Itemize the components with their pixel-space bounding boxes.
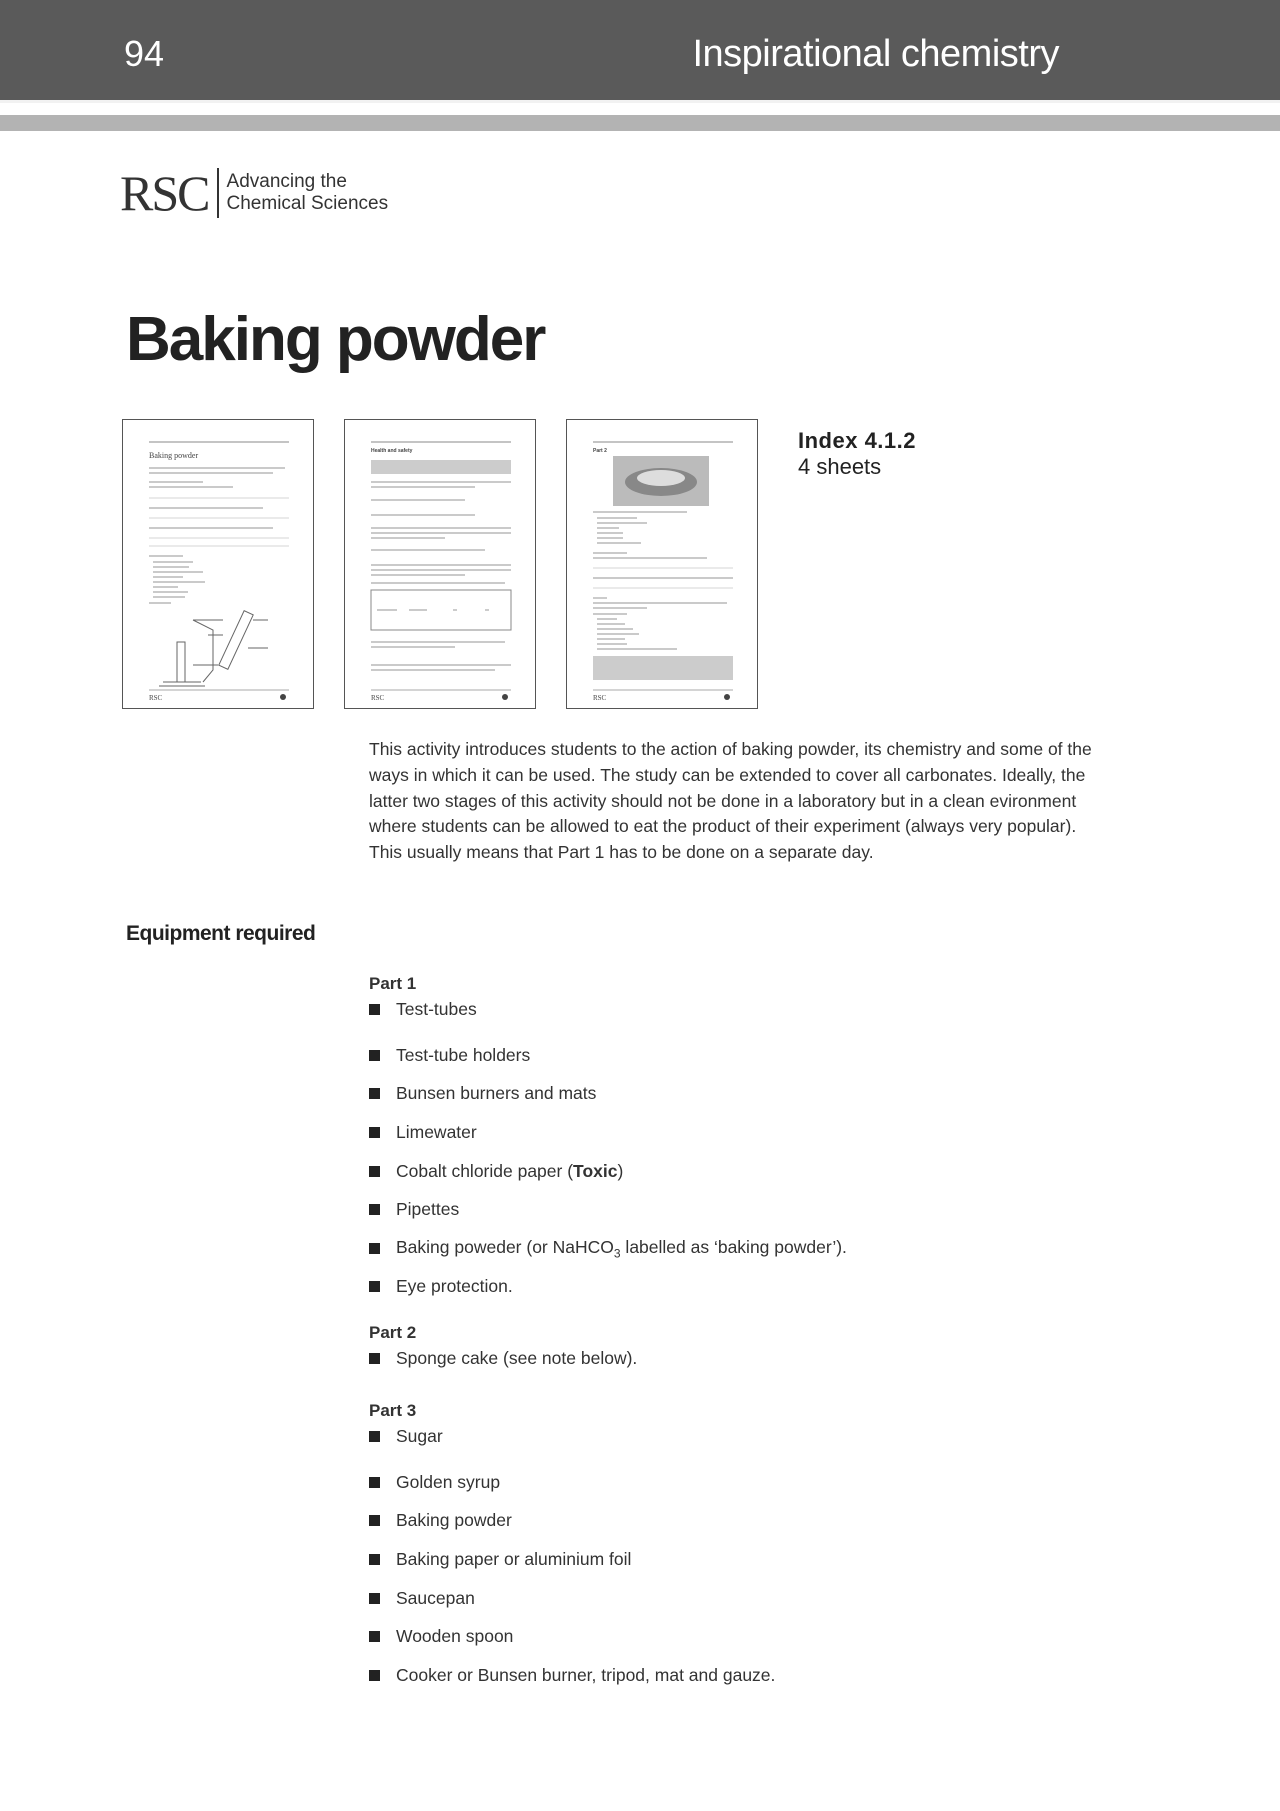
- rsc-logo: [120, 165, 389, 221]
- part-3-title: Part 3: [369, 1401, 417, 1420]
- list-item-text: Saucepan: [396, 1587, 475, 1608]
- list-item: [369, 998, 847, 1020]
- list-item: [369, 1347, 637, 1369]
- list-item-text: [396, 1237, 847, 1261]
- part-3-list: [369, 1400, 775, 1695]
- svg-text:RSC: RSC: [149, 694, 163, 702]
- bullet-icon: [369, 1431, 380, 1442]
- bullet-icon: [369, 1477, 380, 1488]
- part-1-title: Part 1: [369, 974, 417, 993]
- bullet-icon: [369, 1281, 380, 1292]
- part-1-list: [369, 973, 847, 1306]
- index-label: Index 4.1.2: [798, 428, 917, 453]
- list-item-text: Test-tube holders: [396, 1044, 531, 1065]
- list-item: [369, 1190, 847, 1229]
- list-item-text: Golden syrup: [396, 1471, 501, 1492]
- list-item-text: Sugar: [396, 1425, 443, 1446]
- bullet-icon: [369, 1204, 380, 1215]
- cobalt-suffix: ): [617, 1160, 624, 1181]
- bullet-icon: [369, 1050, 380, 1061]
- bullet-icon: [369, 1243, 380, 1254]
- worksheet-thumbnail-2: [344, 419, 536, 709]
- equipment-heading: Equipment required: [126, 922, 316, 945]
- list-item-text: Pipettes: [396, 1199, 460, 1220]
- intro-paragraph: This activity introduces students to the action of baking powder, its chemistry and some of the ways in which it can be used. The study can be extended to cover all carbonates. Ideally, the latter two stages of this activity should not be done in a laboratory but in a clean evironment where students can be allowed to eat the product of their experiment (always very popular). This usually means that Part 1 has to be done on a separate day.: [369, 739, 1092, 863]
- bullet-icon: [369, 1004, 380, 1015]
- list-item: [369, 1540, 775, 1579]
- bullet-icon: [369, 1353, 380, 1364]
- bullet-icon: [369, 1127, 380, 1138]
- hazard-label: Toxic: [573, 1160, 618, 1181]
- list-item: [369, 1463, 775, 1502]
- page-title: Baking powder: [126, 305, 545, 374]
- list-item: [369, 1425, 775, 1447]
- header-bar: [0, 0, 1280, 103]
- list-item: [369, 1113, 847, 1152]
- thumbnail-1-heading: Baking powder: [149, 451, 199, 460]
- list-item-text: Wooden spoon: [396, 1626, 514, 1647]
- list-item: [369, 1268, 847, 1307]
- page-number: 94: [124, 33, 165, 74]
- header-rule: [0, 115, 1280, 131]
- index-block: [798, 428, 916, 480]
- running-title: Inspirational chemistry: [692, 33, 1059, 75]
- bullet-icon: [369, 1088, 380, 1099]
- list-item: [369, 1075, 847, 1114]
- list-item-text: Baking powder: [396, 1510, 512, 1531]
- baking-suffix: labelled as ‘baking powder’).: [620, 1236, 847, 1257]
- thumbnail-2-heading: Health and safety: [371, 448, 413, 454]
- list-item-text: Eye protection.: [396, 1276, 513, 1297]
- bullet-icon: [369, 1593, 380, 1604]
- list-item-text: Cooker or Bunsen burner, tripod, mat and gauze.: [396, 1664, 776, 1685]
- part-2-list: [369, 1322, 637, 1369]
- list-item: [369, 1617, 775, 1656]
- list-item-text: [396, 1161, 623, 1182]
- list-item: [369, 1656, 775, 1695]
- part-2-title: Part 2: [369, 1323, 417, 1342]
- subscript: 3: [613, 1246, 621, 1261]
- bullet-icon: [369, 1554, 380, 1565]
- svg-text:RSC: RSC: [371, 694, 385, 702]
- list-item-text: Test-tubes: [396, 998, 477, 1019]
- list-item-text: Sponge cake (see note below).: [396, 1347, 638, 1368]
- list-item-text: Bunsen burners and mats: [396, 1083, 597, 1104]
- list-item: [369, 1229, 847, 1268]
- list-item: [369, 1579, 775, 1618]
- worksheet-thumbnail-3: [566, 419, 758, 709]
- list-item: [369, 1152, 847, 1191]
- list-item-text: Limewater: [396, 1121, 477, 1142]
- bullet-icon: [369, 1166, 380, 1177]
- cobalt-prefix: Cobalt chloride paper (: [396, 1160, 574, 1181]
- list-item-text: Baking paper or aluminium foil: [396, 1548, 632, 1569]
- baking-prefix: Baking poweder (or NaHCO: [396, 1236, 614, 1257]
- rsc-logo-tagline: [219, 171, 389, 215]
- bullet-icon: [369, 1670, 380, 1681]
- sheet-count: 4 sheets: [798, 454, 882, 479]
- list-item: [369, 1502, 775, 1541]
- bullet-icon: [369, 1631, 380, 1642]
- rsc-tagline-line1: Advancing the: [226, 171, 347, 192]
- svg-text:RSC: RSC: [593, 694, 607, 702]
- worksheet-thumbnail-1: [122, 419, 314, 709]
- rsc-tagline-line2: Chemical Sciences: [226, 193, 389, 214]
- thumbnail-3-heading: Part 2: [593, 448, 607, 454]
- list-item: [369, 1036, 847, 1075]
- rsc-logo-mark: RSC: [120, 168, 219, 218]
- bullet-icon: [369, 1515, 380, 1526]
